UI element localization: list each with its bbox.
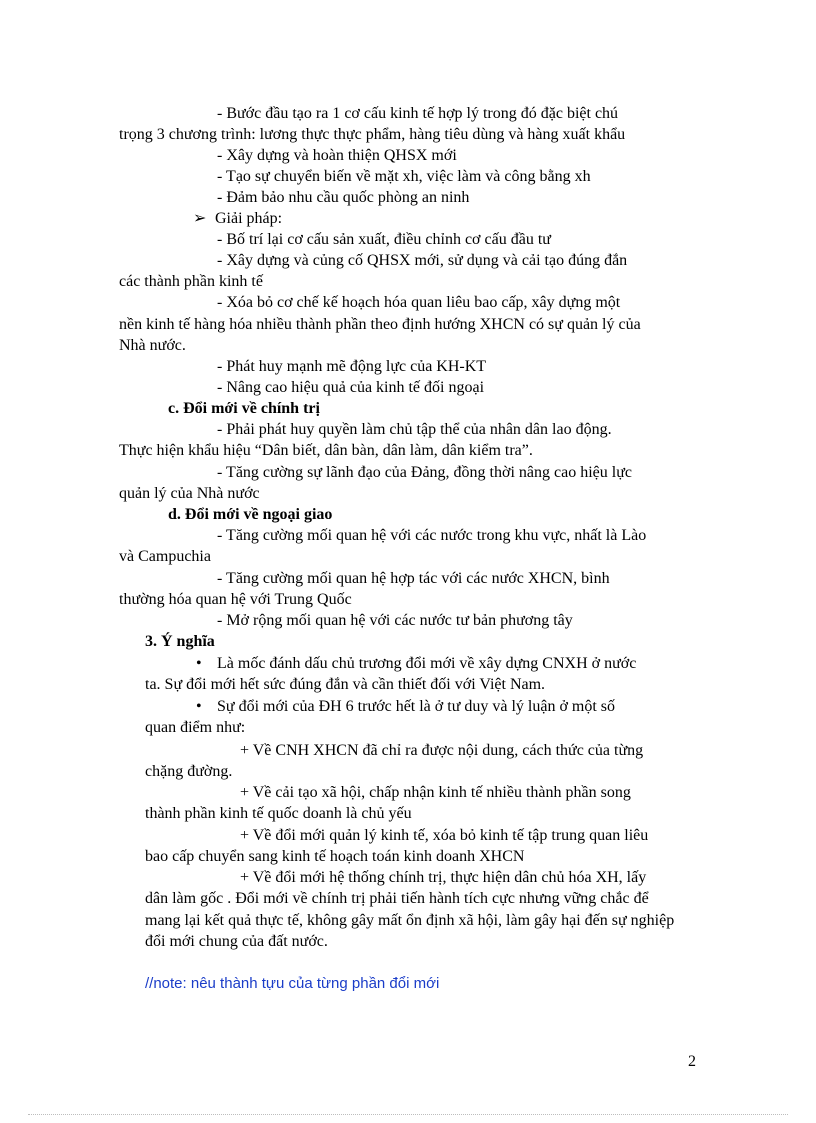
text-line: - Tạo sự chuyển biến về mặt xh, việc làm và công bằng xh	[217, 168, 591, 185]
text-line: thành phần kinh tế quốc doanh là chủ yếu	[145, 805, 412, 822]
text-line: Thực hiện khẩu hiệu “Dân biết, dân bàn, dân làm, dân kiểm tra”.	[119, 442, 533, 459]
page-number: 2	[688, 1053, 696, 1070]
text-line: - Phải phát huy quyền làm chủ tập thể của nhân dân lao động.	[217, 421, 612, 438]
text-line: - Xây dựng và hoàn thiện QHSX mới	[217, 147, 457, 164]
section-heading-d: d. Đổi mới về ngoại giao	[168, 506, 333, 523]
text-line: + Về CNH XHCN đã chỉ ra được nội dung, cách thức của từng	[240, 742, 644, 759]
note-line: //note: nêu thành tựu của từng phần đổi mới	[145, 975, 440, 992]
text-line: đổi mới chung của đất nước.	[145, 933, 328, 950]
text-line: quản lý của Nhà nước	[119, 485, 260, 502]
arrow-bullet-icon: ➢	[193, 210, 207, 227]
text-line: - Xây dựng và củng cố QHSX mới, sử dụng và cải tạo đúng đắn	[217, 252, 628, 269]
text-line: - Tăng cường mối quan hệ hợp tác với các nước XHCN, bình	[217, 570, 610, 587]
text-line: - Bố trí lại cơ cấu sản xuất, điều chỉnh cơ cấu đầu tư	[217, 231, 551, 248]
text-line: Nhà nước.	[119, 337, 186, 354]
text-line: - Nâng cao hiệu quả của kinh tế đối ngoại	[217, 379, 485, 396]
text-line: ta. Sự đổi mới hết sức đúng đắn và cần thiết đối với Việt Nam.	[145, 676, 546, 693]
text-line: mang lại kết quả thực tế, không gây mất ổn định xã hội, làm gây hại đến sự nghiệp	[145, 912, 675, 929]
bullet-icon: •	[196, 698, 202, 715]
text-line: quan điểm như:	[145, 719, 246, 736]
section-heading-3: 3. Ý nghĩa	[145, 633, 215, 650]
text-line: trọng 3 chương trình: lương thực thực phẩm, hàng tiêu dùng và hàng xuất khẩu	[119, 126, 626, 143]
text-line: nền kinh tế hàng hóa nhiều thành phần theo định hướng XHCN có sự quản lý của	[119, 316, 641, 333]
text-line: Là mốc đánh dấu chủ trương đổi mới về xây dựng CNXH ở nước	[217, 655, 637, 672]
text-line: + Về cải tạo xã hội, chấp nhận kinh tế nhiều thành phần song	[240, 784, 631, 801]
text-line: - Tăng cường mối quan hệ với các nước trong khu vực, nhất là Lào	[217, 527, 647, 544]
text-line: - Phát huy mạnh mẽ động lực của KH-KT	[217, 358, 487, 375]
text-line: và Campuchia	[119, 548, 211, 565]
text-line: dân làm gốc . Đổi mới về chính trị phải tiến hành tích cực nhưng vững chắc để	[145, 890, 649, 907]
text-line: bao cấp chuyển sang kinh tế hoạch toán kinh doanh XHCN	[145, 848, 525, 865]
text-line: các thành phần kinh tế	[119, 273, 263, 290]
text-line: - Mở rộng mối quan hệ với các nước tư bản phương tây	[217, 612, 573, 629]
page-bottom-divider	[28, 1114, 788, 1115]
text-line: thường hóa quan hệ với Trung Quốc	[119, 591, 352, 608]
text-line: - Bước đầu tạo ra 1 cơ cấu kinh tế hợp lý trong đó đặc biệt chú	[217, 105, 619, 122]
text-line: - Đảm bảo nhu cầu quốc phòng an ninh	[217, 189, 470, 206]
text-line: - Tăng cường sự lãnh đạo của Đảng, đồng thời nâng cao hiệu lực	[217, 464, 632, 481]
bullet-icon: •	[196, 655, 202, 672]
section-label-giai-phap: Giải pháp:	[215, 210, 283, 227]
text-line: chặng đường.	[145, 763, 233, 780]
text-line: + Về đổi mới hệ thống chính trị, thực hiện dân chủ hóa XH, lấy	[240, 869, 647, 886]
section-heading-c: c. Đổi mới về chính trị	[168, 400, 320, 417]
text-line: + Về đổi mới quản lý kinh tế, xóa bỏ kinh tế tập trung quan liêu	[240, 827, 649, 844]
text-line: - Xóa bỏ cơ chế kế hoạch hóa quan liêu bao cấp, xây dựng một	[217, 294, 621, 311]
text-line: Sự đổi mới của ĐH 6 trước hết là ở tư duy và lý luận ở một số	[217, 698, 616, 715]
